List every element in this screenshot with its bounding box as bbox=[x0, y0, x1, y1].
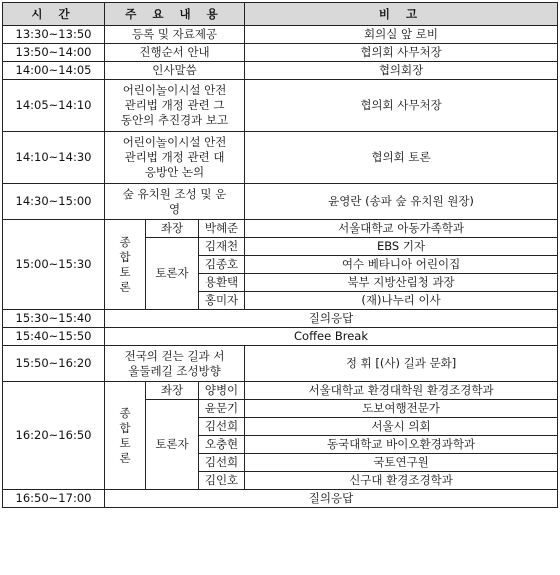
time-cell: 16:20~16:50 bbox=[3, 382, 105, 490]
panel-label-char: 론 bbox=[119, 450, 131, 465]
person-affiliation: 서울시 의회 bbox=[245, 418, 558, 436]
content-cell: 질의응답 bbox=[105, 310, 558, 328]
content-line: 어린이놀이시설 안전 bbox=[122, 83, 227, 97]
time-cell: 15:30~15:40 bbox=[3, 310, 105, 328]
person-name: 김종호 bbox=[199, 256, 245, 274]
person-name: 김선희 bbox=[199, 454, 245, 472]
panel-label-char: 론 bbox=[119, 279, 131, 294]
time-cell: 15:40~15:50 bbox=[3, 328, 105, 346]
note-cell: 협의회 사무처장 bbox=[245, 44, 558, 62]
content-cell: 등록 및 자료제공 bbox=[105, 26, 245, 44]
person-name: 박혜준 bbox=[199, 220, 245, 238]
person-affiliation: 동국대학교 바이오환경과학과 bbox=[245, 436, 558, 454]
content-cell: Coffee Break bbox=[105, 328, 558, 346]
content-line: 전국의 걷는 길과 서 bbox=[124, 348, 225, 363]
time-cell: 14:00~14:05 bbox=[3, 62, 105, 80]
panel-label-char: 종 bbox=[119, 234, 131, 249]
panel-label-char: 합 bbox=[119, 249, 131, 264]
time-cell: 13:50~14:00 bbox=[3, 44, 105, 62]
time-cell: 16:50~17:00 bbox=[3, 490, 105, 508]
panel-label bbox=[105, 220, 146, 310]
schedule-table bbox=[2, 2, 558, 508]
content-cell bbox=[105, 80, 245, 132]
content-line: 관리법 개정 관련 그 bbox=[124, 98, 225, 112]
person-name: 김선희 bbox=[199, 418, 245, 436]
person-name: 김인호 bbox=[199, 472, 245, 490]
table-row bbox=[3, 184, 558, 220]
table-row bbox=[3, 62, 558, 80]
person-name: 양병이 bbox=[199, 382, 245, 400]
content-line: 동안의 추진경과 보고 bbox=[120, 113, 229, 127]
content-line: 울둘레길 조성방향 bbox=[128, 363, 221, 378]
role-panelist: 토론자 bbox=[146, 400, 199, 490]
person-affiliation: 도보여행전문가 bbox=[245, 400, 558, 418]
person-affiliation: 국토연구원 bbox=[245, 454, 558, 472]
time-cell: 14:05~14:10 bbox=[3, 80, 105, 132]
note-cell: 협의회 사무처장 bbox=[245, 80, 558, 132]
note-cell: 윤영란 (송파 숲 유치원 원장) bbox=[245, 184, 558, 220]
time-cell: 15:50~16:20 bbox=[3, 346, 105, 382]
time-cell: 15:00~15:30 bbox=[3, 220, 105, 310]
person-affiliation: 여수 베타니아 어린이집 bbox=[245, 256, 558, 274]
person-affiliation: 신구대 환경조경학과 bbox=[245, 472, 558, 490]
header-content: 주 요 내 용 bbox=[105, 3, 245, 26]
table-row bbox=[3, 26, 558, 44]
content-line: 관리법 개정 관련 대 bbox=[124, 150, 225, 164]
note-cell: 협의회장 bbox=[245, 62, 558, 80]
note-cell: 정 휘 [(사) 길과 문화] bbox=[245, 346, 558, 382]
table-row bbox=[3, 346, 558, 382]
content-cell bbox=[105, 132, 245, 184]
role-chair: 좌장 bbox=[146, 220, 199, 238]
content-cell: 질의응답 bbox=[105, 490, 558, 508]
person-name: 윤문기 bbox=[199, 400, 245, 418]
header-row bbox=[3, 3, 558, 26]
time-cell: 14:10~14:30 bbox=[3, 132, 105, 184]
table-row bbox=[3, 328, 558, 346]
content-cell bbox=[105, 346, 245, 382]
person-name: 오충현 bbox=[199, 436, 245, 454]
content-cell: 인사말씀 bbox=[105, 62, 245, 80]
panel-label bbox=[105, 382, 146, 490]
person-affiliation: 북부 지방산림청 과장 bbox=[245, 274, 558, 292]
panel-row bbox=[3, 220, 558, 238]
time-cell: 14:30~15:00 bbox=[3, 184, 105, 220]
panel-label-char: 합 bbox=[119, 420, 131, 435]
person-affiliation: 서울대학교 환경대학원 환경조경학과 bbox=[245, 382, 558, 400]
note-cell: 회의실 앞 로비 bbox=[245, 26, 558, 44]
panel-label-char: 토 bbox=[119, 264, 131, 279]
header-time: 시 간 bbox=[3, 3, 105, 26]
table-row bbox=[3, 310, 558, 328]
table-row bbox=[3, 132, 558, 184]
table-row bbox=[3, 80, 558, 132]
content-cell: 진행순서 안내 bbox=[105, 44, 245, 62]
panel-row bbox=[3, 382, 558, 400]
role-chair: 좌장 bbox=[146, 382, 199, 400]
content-cell bbox=[105, 184, 245, 220]
content-line: 영 bbox=[168, 201, 181, 216]
role-panelist: 토론자 bbox=[146, 238, 199, 310]
panel-label-char: 종 bbox=[119, 405, 131, 420]
time-cell: 13:30~13:50 bbox=[3, 26, 105, 44]
table-row bbox=[3, 490, 558, 508]
person-name: 용환택 bbox=[199, 274, 245, 292]
person-affiliation: (재)나누리 이사 bbox=[245, 292, 558, 310]
note-cell: 협의회 토론 bbox=[245, 132, 558, 184]
header-note: 비 고 bbox=[245, 3, 558, 26]
content-line: 숲 유치원 조성 및 운 bbox=[122, 186, 227, 201]
person-affiliation: 서울대학교 아동가족학과 bbox=[245, 220, 558, 238]
person-name: 홍미자 bbox=[199, 292, 245, 310]
content-line: 응방안 논의 bbox=[144, 165, 205, 179]
person-affiliation: EBS 기자 bbox=[245, 238, 558, 256]
person-name: 김재천 bbox=[199, 238, 245, 256]
table-row bbox=[3, 44, 558, 62]
panel-label-char: 토 bbox=[119, 435, 131, 450]
content-line: 어린이놀이시설 안전 bbox=[122, 135, 227, 149]
